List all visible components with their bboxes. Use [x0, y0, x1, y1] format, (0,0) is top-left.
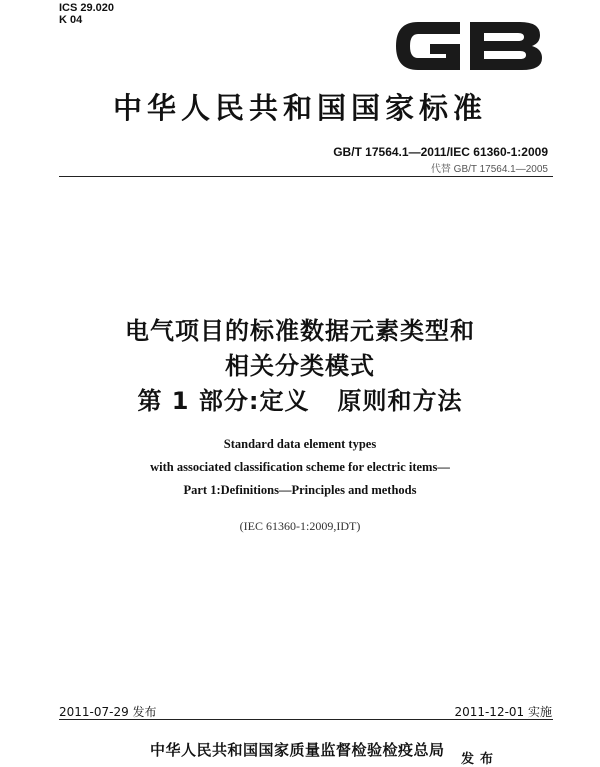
- top-divider: [59, 176, 553, 177]
- publisher-name: 中华人民共和国国家质量监督检验检疫总局: [150, 741, 445, 759]
- title-en-line-3: Part 1:Definitions—Principles and methods: [183, 483, 417, 497]
- title-cn-line-3: 第 1 部分:定义 原则和方法: [137, 387, 463, 415]
- replaces-note: 代替 GB/T 17564.1—2005: [430, 164, 548, 175]
- ccs-code: K 04: [59, 14, 83, 26]
- bottom-divider: [59, 719, 553, 720]
- equivalence-note: (IEC 61360-1:2009,IDT): [239, 519, 361, 533]
- standard-number: GB/T 17564.1—2011/IEC 61360-1:2009: [333, 145, 548, 159]
- title-cn-line-2: 相关分类模式: [225, 352, 375, 380]
- gb-logo: [388, 8, 548, 84]
- standard-type-heading: 中华人民共和国国家标准: [112, 91, 487, 125]
- title-en-line-2: with associated classification scheme for electric items—: [150, 460, 450, 474]
- title-cn-line-1: 电气项目的标准数据元素类型和: [125, 317, 475, 345]
- publish-label: 发布: [461, 752, 500, 767]
- issue-date: 2011-07-29 发布: [59, 705, 157, 719]
- ics-code: ICS 29.020: [59, 2, 115, 14]
- title-en-line-1: Standard data element types: [223, 437, 377, 451]
- implementation-date: 2011-12-01 实施: [454, 705, 552, 719]
